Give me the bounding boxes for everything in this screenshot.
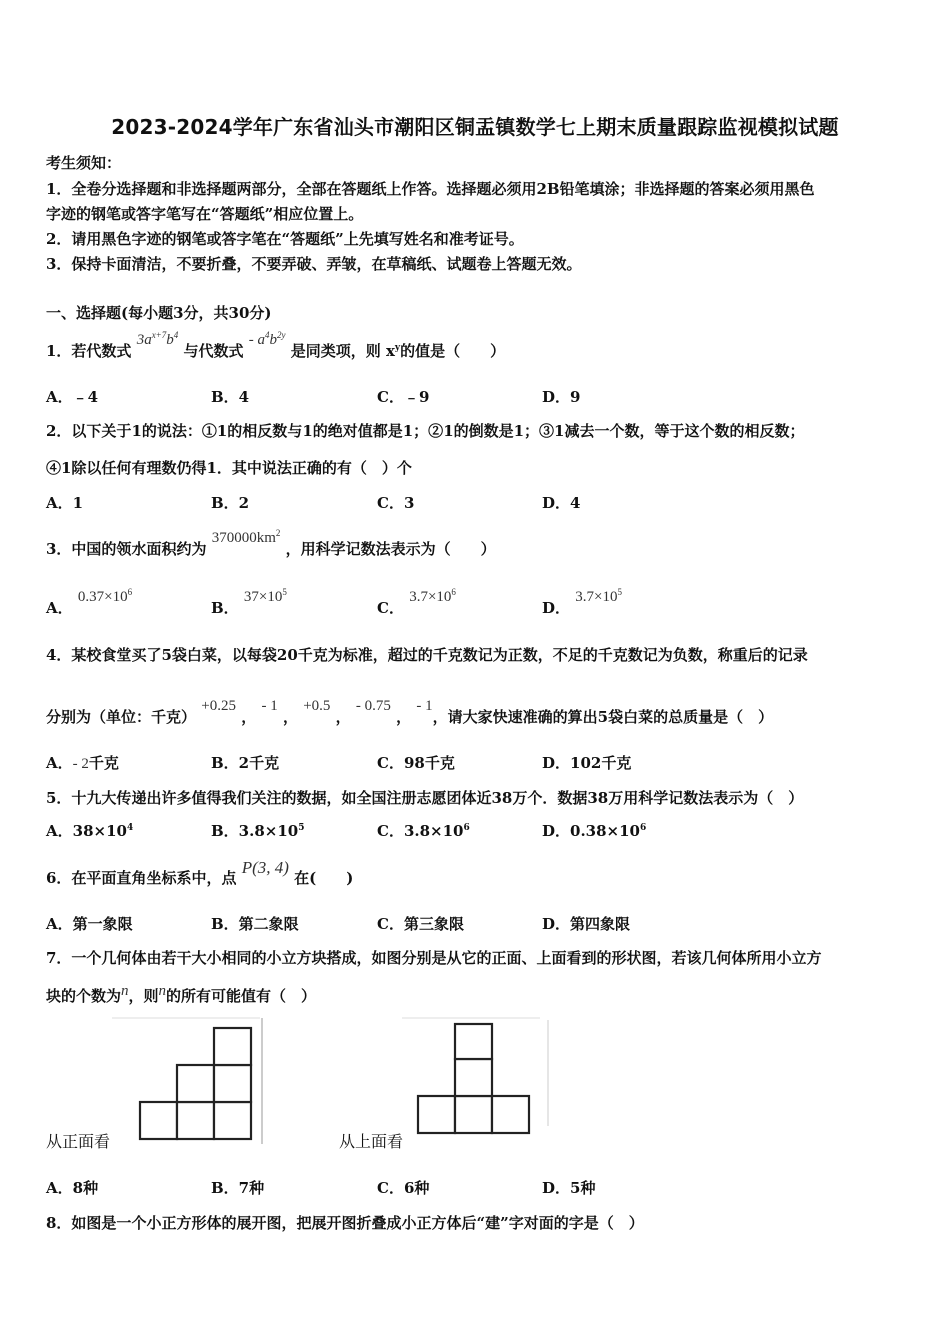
q6-post: 在( ) xyxy=(294,869,354,887)
q5-option-c-base: C．3.8×10 xyxy=(377,822,464,840)
q7-top-square xyxy=(492,1096,529,1133)
q3-option-a-base: 0.37×10 xyxy=(77,589,128,605)
q3-option-b[interactable] xyxy=(211,587,287,618)
q6-option-a[interactable]: A．第一象限 xyxy=(46,915,133,933)
q1-expr1 xyxy=(137,332,179,348)
q7-front-square xyxy=(214,1102,251,1139)
q1-expr1-b: b xyxy=(166,332,174,348)
q4-line-2 xyxy=(46,698,774,727)
q1-expr2 xyxy=(249,332,286,348)
q2-option-c[interactable]: C．3 xyxy=(377,494,415,512)
q3-option-d-label: D． xyxy=(542,599,571,617)
q7-front-square xyxy=(140,1102,177,1139)
q3-option-b-sup: 5 xyxy=(282,587,287,597)
q7-top-view-figure xyxy=(400,1016,560,1146)
q5-option-d-sup: 6 xyxy=(639,823,647,833)
q3-post: ，用科学记数法表示为（ ） xyxy=(285,540,496,558)
q7-front-square xyxy=(177,1065,214,1102)
notice-line-3: 3．保持卡面清洁，不要折叠，不要弄破、弄皱，在草稿纸、试题卷上答题无效。 xyxy=(46,255,582,273)
q1-option-c[interactable]: C．﹣9 xyxy=(377,388,430,406)
q3-option-c[interactable] xyxy=(377,587,456,618)
q7-line-2 xyxy=(46,985,316,1006)
q4-sep-2: ， xyxy=(282,708,298,726)
q6-option-b[interactable]: B．第二象限 xyxy=(211,915,299,933)
q7-top-square xyxy=(418,1096,455,1133)
q7-front-square xyxy=(177,1102,214,1139)
q7-top-label: 从上面看 xyxy=(339,1134,404,1151)
q3-expr-sup: 2 xyxy=(275,528,281,538)
q3-option-b-base: 37×10 xyxy=(243,589,283,605)
q4-option-a-expr: - 2 xyxy=(72,756,89,772)
q7-top-square xyxy=(455,1096,492,1133)
q3-option-c-expr xyxy=(409,589,456,605)
q7-front-label: 从正面看 xyxy=(46,1134,111,1151)
q4-sep-1: ， xyxy=(241,708,257,726)
q4-option-a[interactable] xyxy=(46,752,119,773)
q1-stem xyxy=(46,330,506,361)
q7-top-square xyxy=(455,1024,492,1059)
q5-option-c[interactable] xyxy=(377,820,470,841)
q3-option-a-expr xyxy=(78,589,132,605)
q4-option-c[interactable]: C．98千克 xyxy=(377,754,455,772)
q4-option-d[interactable]: D．102千克 xyxy=(542,754,632,772)
q4-option-a-label: A． xyxy=(46,754,73,772)
q4-line-1: 4．某校食堂买了5袋白菜，以每袋20千克为标准，超过的千克数记为正数，不足的千克数记为负数，称重后的记录 xyxy=(46,646,808,664)
q7-top-square xyxy=(455,1059,492,1096)
q1-expr1-sup-a: x+7 xyxy=(151,330,167,340)
q5-option-c-sup: 6 xyxy=(463,823,470,833)
q5-option-a-base: A．38×10 xyxy=(46,822,127,840)
q1-option-b[interactable]: B．4 xyxy=(211,388,250,406)
q3-option-a[interactable] xyxy=(46,587,133,618)
q4-value-2: - 1 xyxy=(261,698,278,714)
q2-line-1: 2．以下关于1的说法：①1的相反数与1的绝对值都是1；②1的倒数是1；③1减去一个数，等于这个数的相反数； xyxy=(46,422,805,440)
q4-option-a-post: 千克 xyxy=(88,754,119,772)
q6-option-c[interactable]: C．第三象限 xyxy=(377,915,464,933)
q3-stem xyxy=(46,528,496,559)
q7-pre: 块的个数为 xyxy=(46,987,122,1005)
q4-value-1: +0.25 xyxy=(201,698,236,714)
section-heading: 一、选择题(每小题3分，共30分) xyxy=(46,304,272,322)
q4-post: ，请大家快速准确的算出5袋白菜的总质量是（ ） xyxy=(432,708,774,726)
q1-mid: 与代数式 xyxy=(183,342,244,360)
q4-sep-4: ， xyxy=(396,708,412,726)
q7-line-1: 7．一个几何体由若干大小相同的小立方块搭成，如图分别是从它的正面、上面看到的形状图，若该几何体所用小立方 xyxy=(46,949,822,967)
q7-post: 的所有可能值有（ ） xyxy=(166,987,317,1005)
q6-option-d[interactable]: D．第四象限 xyxy=(542,915,631,933)
q3-option-a-label: A． xyxy=(46,599,73,617)
q2-option-b[interactable]: B．2 xyxy=(211,494,250,512)
q3-option-c-label: C． xyxy=(377,599,404,617)
q1-expr1-sup-b: 4 xyxy=(173,330,179,340)
q3-option-a-sup: 6 xyxy=(127,587,133,597)
q4-sep-3: ， xyxy=(335,708,351,726)
q1-option-d[interactable]: D．9 xyxy=(542,388,581,406)
notice-line-2: 2．请用黑色字迹的钢笔或答字笔在“答题纸”上先填写姓名和准考证号。 xyxy=(46,230,524,248)
q3-option-b-label: B． xyxy=(211,599,239,617)
q7-front-view-figure xyxy=(110,1016,270,1146)
q7-option-d[interactable]: D．5种 xyxy=(542,1179,596,1197)
q5-option-d[interactable] xyxy=(542,820,646,841)
q3-option-d[interactable] xyxy=(542,587,622,618)
q7-option-b[interactable]: B．7种 xyxy=(211,1179,265,1197)
q3-option-d-expr xyxy=(575,589,622,605)
q5-option-b-sup: 5 xyxy=(298,823,305,833)
q4-pre: 分别为（单位：千克） xyxy=(46,708,197,726)
q7-option-a[interactable]: A．8种 xyxy=(46,1179,99,1197)
q7-front-square xyxy=(214,1028,251,1065)
q3-option-c-base: 3.7×10 xyxy=(409,589,452,605)
q6-stem xyxy=(46,858,354,888)
notice-line-1a: 1．全卷分选择题和非选择题两部分，全部在答题纸上作答。选择题必须用2B铅笔填涂；非选择题的答案必须用黑色 xyxy=(46,180,815,198)
q4-value-5: - 1 xyxy=(416,698,433,714)
q2-option-d[interactable]: D．4 xyxy=(542,494,581,512)
q1-expr2-sup-b: 2y xyxy=(277,330,286,340)
q4-value-3: +0.5 xyxy=(303,698,331,714)
notice-heading: 考生须知： xyxy=(46,154,122,172)
q6-pre: 6．在平面直角坐标系中，点 xyxy=(46,869,237,887)
q7-mid: ，则 xyxy=(128,987,159,1005)
q1-expr2-base: - a xyxy=(248,332,265,348)
q1-post-sup: y xyxy=(394,343,401,353)
q5-option-d-base: D．0.38×10 xyxy=(542,822,640,840)
q7-var-n-2: n xyxy=(158,983,167,999)
q3-option-c-sup: 6 xyxy=(451,587,456,597)
q6-point: P(3, 4) xyxy=(241,858,289,877)
q7-option-c[interactable]: C．6种 xyxy=(377,1179,430,1197)
q3-expr-base: 370000km xyxy=(211,530,276,546)
q1-expr2-sup-a: 4 xyxy=(265,330,270,340)
q2-option-a[interactable]: A．1 xyxy=(46,494,84,512)
q3-option-d-base: 3.7×10 xyxy=(575,589,618,605)
q1-pre: 1．若代数式 xyxy=(46,342,132,360)
q5-option-a-sup: 4 xyxy=(126,823,134,833)
q7-var-n-1: n xyxy=(121,983,129,999)
q5-stem: 5．十九大传递出许多值得我们关注的数据，如全国注册志愿团体近38万个．数据38万用科学记数法表示为（ ） xyxy=(46,789,804,807)
q5-option-a[interactable] xyxy=(46,820,133,841)
q3-pre: 3．中国的领水面积约为 xyxy=(46,540,207,558)
q1-post: 是同类项，则 x xyxy=(290,342,395,360)
q1-option-a[interactable]: A．﹣4 xyxy=(46,388,99,406)
page-title: 2023-2024学年广东省汕头市潮阳区铜盂镇数学七上期末质量跟踪监视模拟试题 xyxy=(111,115,839,139)
q3-option-d-sup: 5 xyxy=(617,587,622,597)
q7-front-square xyxy=(214,1065,251,1102)
q3-option-b-expr xyxy=(244,589,287,605)
q2-line-2: ④1除以任何有理数仍得1．其中说法正确的有（ ）个 xyxy=(46,459,412,477)
q4-value-4: - 0.75 xyxy=(355,698,391,714)
q4-option-b[interactable]: B．2千克 xyxy=(211,754,280,772)
q5-option-b[interactable] xyxy=(211,820,304,841)
q1-expr1-base: 3a xyxy=(136,332,152,348)
q1-post2: 的值是（ ） xyxy=(400,342,506,360)
q5-option-b-base: B．3.8×10 xyxy=(211,822,299,840)
q3-expr xyxy=(212,530,281,546)
q1-expr2-b: b xyxy=(269,332,277,348)
notice-line-1b: 字迹的钢笔或答字笔写在“答题纸”相应位置上。 xyxy=(46,205,364,223)
q8-stem: 8．如图是一个小正方形体的展开图，把展开图折叠成小正方体后“建”字对面的字是（ ） xyxy=(46,1214,644,1232)
